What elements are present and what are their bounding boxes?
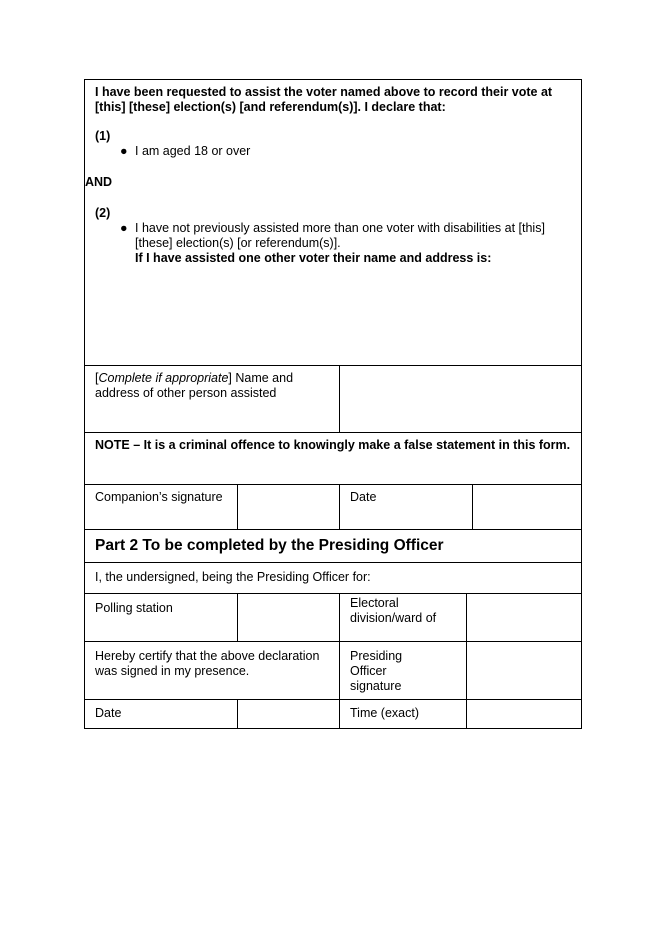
declaration-section <box>84 79 582 365</box>
electoral-division-label: Electoral division/ward of <box>350 596 437 625</box>
point1-item <box>95 144 571 159</box>
note-cell <box>84 432 582 484</box>
polling-station-field[interactable] <box>237 593 339 641</box>
companion-signature-label: Companion’s signature <box>95 490 223 504</box>
presiding-date-label-cell <box>84 699 237 729</box>
bullet-icon: ● <box>120 221 128 235</box>
time-field[interactable] <box>466 699 582 729</box>
companion-date-label-cell <box>339 484 472 529</box>
companion-signature-field[interactable] <box>237 484 339 529</box>
part2-heading-cell <box>84 529 582 562</box>
part2-heading: Part 2 To be completed by the Presiding Officer <box>95 537 444 554</box>
presiding-signature-label: Presiding Officer signature <box>350 649 403 693</box>
other-person-name-address-field[interactable] <box>339 365 582 432</box>
other-person-label-italic: Complete if appropriate <box>98 371 229 385</box>
presiding-signature-label-cell <box>339 641 466 699</box>
point1-text: I am aged 18 or over <box>135 144 251 158</box>
point2-follow-text: If I have assisted one other voter their name and address is: <box>135 251 492 265</box>
point1-number: (1) <box>95 129 111 143</box>
presiding-date-label: Date <box>95 706 122 720</box>
companion-date-field[interactable] <box>472 484 582 529</box>
presiding-statement: I, the undersigned, being the Presiding Officer for: <box>95 570 371 584</box>
polling-station-label-cell <box>84 593 237 641</box>
point2-number: (2) <box>95 206 111 220</box>
other-person-label-rest: ] Name and address of other person assisted <box>95 371 294 400</box>
presiding-officer-declaration-form <box>84 79 582 729</box>
certify-text: Hereby certify that the above declaration was signed in my presence. <box>95 649 320 678</box>
presiding-signature-field[interactable] <box>466 641 582 699</box>
point2-item <box>95 221 571 266</box>
time-label: Time (exact) <box>350 706 419 720</box>
other-person-label: [Complete if appropriate] Name and address of other person assisted <box>95 371 294 400</box>
bullet-icon: ● <box>120 144 128 158</box>
and-label: AND <box>85 175 113 189</box>
polling-station-label: Polling station <box>95 601 173 615</box>
other-person-label-cell <box>84 365 339 432</box>
companion-date-label: Date <box>350 490 377 504</box>
electoral-division-field[interactable] <box>466 593 582 641</box>
certify-text-cell <box>84 641 339 699</box>
presiding-date-field[interactable] <box>237 699 339 729</box>
presiding-statement-cell <box>84 562 582 593</box>
declaration-intro: I have been requested to assist the voter named above to record their vote at [this] [these] election(s) [and referendum(s)]. I declare that: <box>95 85 553 114</box>
electoral-division-label-cell <box>339 593 466 641</box>
false-statement-note: NOTE – It is a criminal offence to knowingly make a false statement in this form. <box>95 438 571 452</box>
companion-signature-label-cell <box>84 484 237 529</box>
time-label-cell <box>339 699 466 729</box>
point2-text: I have not previously assisted more than one voter with disabilities at [this] [these] election(s) [or referendum(s)]. <box>135 221 545 250</box>
